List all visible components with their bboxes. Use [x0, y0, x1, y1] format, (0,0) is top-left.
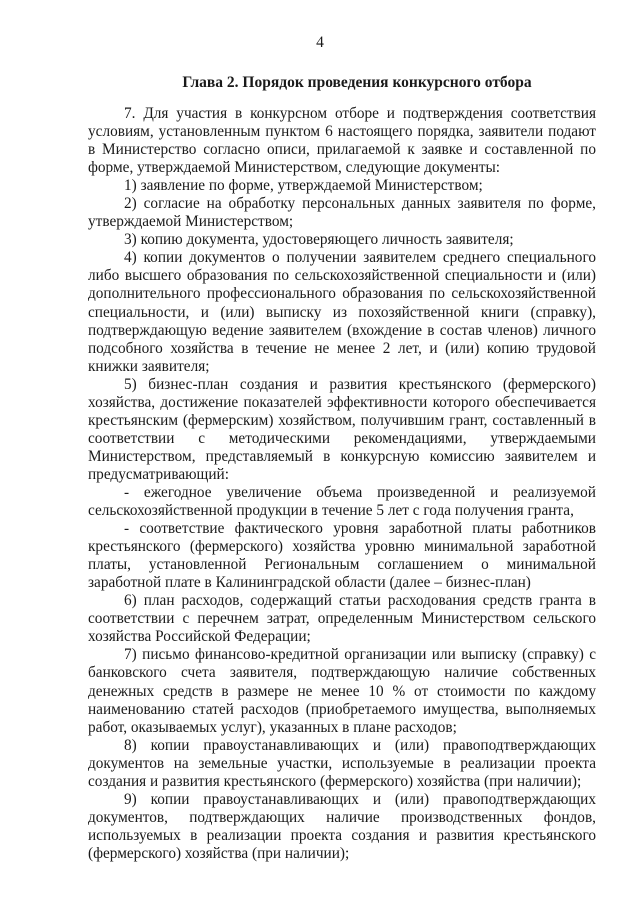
paragraph-item-7: 7. Для участия в конкурсном отборе и подтверждения соответствия условиям, установленным пунктом 6 настоящего порядка, заявители подают в Министерство согласно описи, прилагаемой к заявке и составленной по форме, утверждаемой Министерством, следующие документы:	[88, 105, 596, 177]
list-item-7: 7) письмо финансово-кредитной организации или выписку (справку) с банковского счета заявителя, подтверждающую наличие собственных денежных средств в размере не менее 10 % от стоимости по каждому наименованию статей расходов (приобретаемого имущества, выполняемых работ, оказываемых услуг), указанных в плане расходов;	[88, 646, 596, 736]
list-item-8: 8) копии правоустанавливающих и (или) правоподтверждающих документов на земельные участки, используемые в реализации проекта создания и развития крестьянского (фермерского) хозяйства (при наличии);	[88, 736, 596, 790]
sub-item-salary-level: - соответствие фактического уровня заработной платы работников крестьянского (фермерского) хозяйства уровню минимальной заработной платы, установленной Региональным соглашением о минимальной заработной плате в Калининградской области (далее – бизнес-план)	[88, 520, 596, 592]
list-item-5: 5) бизнес-план создания и развития крестьянского (фермерского) хозяйства, достижение показателей эффективности которого обеспечивается крестьянским (фермерским) хозяйством, получившим грант, составленный в соответствии с методическими рекомендациями, утверждаемыми Министерством, представляемый в конкурсную комиссию заявителем и предусматривающий:	[88, 375, 596, 483]
list-item-3: 3) копию документа, удостоверяющего личность заявителя;	[124, 231, 514, 249]
list-item-6: 6) план расходов, содержащий статьи расходования средств гранта в соответствии с перечнем затрат, определенным Министерством сельского хозяйства Российской Федерации;	[88, 592, 596, 646]
list-item-2: 2) согласие на обработку персональных данных заявителя по форме, утверждаемой Министерством;	[88, 195, 596, 231]
sub-item-production-growth: - ежегодное увеличение объема произведенной и реализуемой сельскохозяйственной продукции в течение 5 лет с года получения гранта,	[88, 483, 596, 520]
list-item-9: 9) копии правоустанавливающих и (или) правоподтверждающих документов, подтверждающих наличие производственных фондов, используемых в реализации проекта создания и развития крестьянского (фермерского) хозяйства (при наличии);	[88, 790, 596, 862]
body-text	[88, 105, 596, 863]
page-number: 4	[316, 34, 324, 51]
list-item-4: 4) копии документов о получении заявителем среднего специального либо высшего образования по сельскохозяйственной специальности и (или) дополнительного профессионального образования по сельскохозяйственной специальности, и (или) выписку из похозяйственной книги (справку), подтверждающую ведение заявителем (вхождение в состав членов) личного подсобного хозяйства в течение не менее 2 лет, и (или) копию трудовой книжки заявителя;	[88, 249, 596, 375]
chapter-title: Глава 2. Порядок проведения конкурсного отбора	[182, 74, 532, 91]
list-item-1: 1) заявление по форме, утверждаемой Министерством;	[124, 177, 483, 195]
